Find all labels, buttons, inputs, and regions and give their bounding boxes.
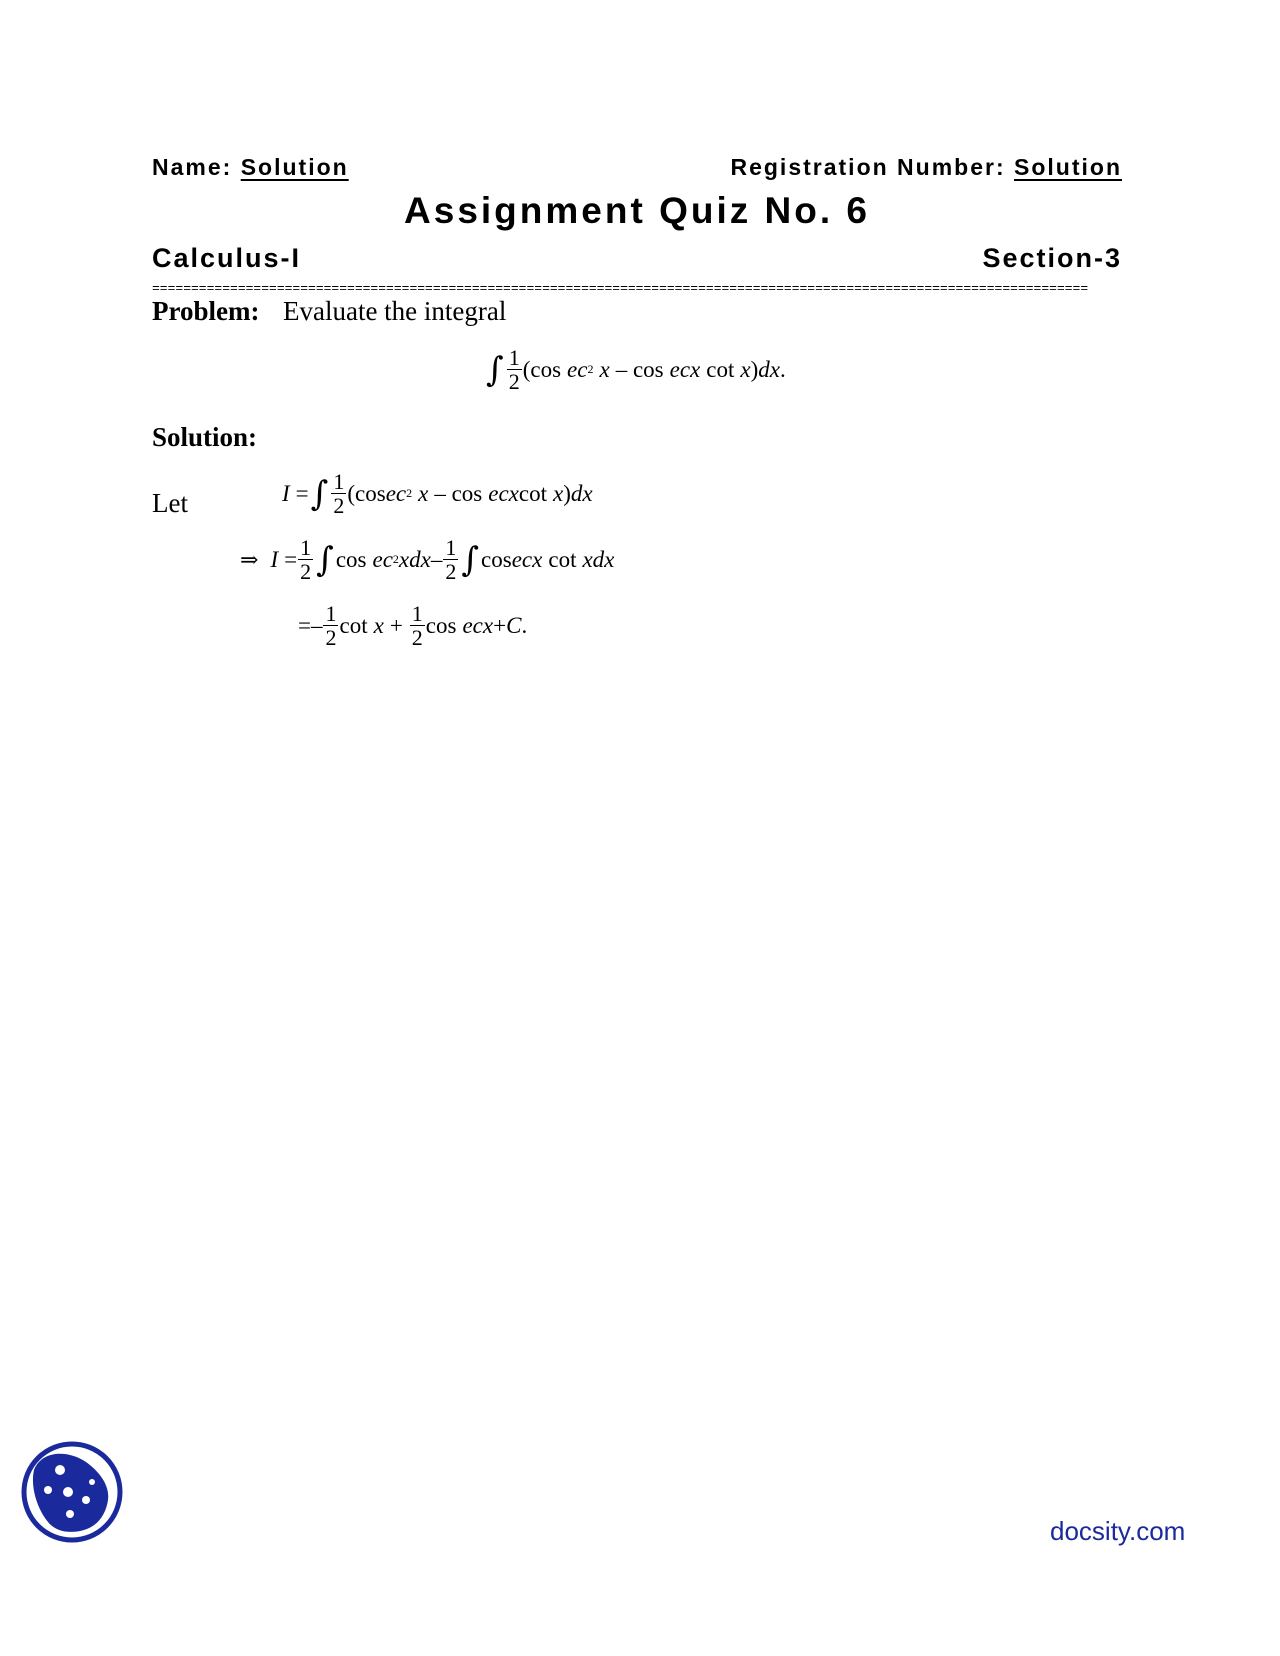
integral-sign-icon: ∫: [310, 473, 329, 514]
separator-line: ========================================================================================================================: [152, 282, 1089, 295]
course-row: [152, 243, 1122, 274]
fraction: $\frac{1}{2}$: [445, 535, 457, 584]
page-title: Assignment Quiz No. 6: [404, 190, 870, 231]
integral-sign-icon: ∫: [486, 349, 504, 390]
solution-label: Solution:: [152, 422, 258, 452]
integral-sign-icon: ∫: [316, 539, 334, 580]
fraction: $\frac{1}{2}$: [508, 345, 520, 394]
course-name: Calculus-I: [152, 243, 302, 273]
fraction: $\frac{1}{2}$: [333, 469, 345, 518]
let-label: Let: [152, 488, 188, 518]
docsity-brand-link[interactable]: docsity.com: [1050, 1516, 1186, 1546]
implies-arrow-icon: ⇒: [240, 546, 259, 572]
docsity-logo-icon: [20, 1440, 124, 1544]
solution-line-3: =– $\frac{1}{2}$ cot x + $\frac{1}{2}$ cos ecx + C .: [298, 601, 528, 650]
fraction: $\frac{1}{2}$: [325, 601, 337, 650]
name-field: [152, 154, 349, 181]
registration-label: Registration Number:: [730, 154, 1006, 180]
solution-line-1: I = ∫ $\frac{1}{2}$ (cos ec 2 x – cos ecx cot x ) dx: [282, 469, 593, 518]
solution-line-2: ⇒ I = $\frac{1}{2}$ ∫ cos ec 2 xdx – $\frac{1}{2}$ ∫ cos ecx cot xdx: [240, 535, 615, 584]
registration-value: Solution: [1014, 154, 1122, 180]
problem-label: Problem:: [152, 296, 260, 326]
name-label: Name:: [152, 154, 233, 180]
section-name: Section-3: [982, 243, 1122, 273]
problem-text: Evaluate the integral: [282, 296, 507, 326]
name-row: [152, 154, 1122, 181]
problem-integral: ∫ $\frac{1}{2}$ (cos ec 2 x – cos ecx cot x ) dx .: [486, 345, 786, 394]
integral-sign-icon: ∫: [461, 539, 480, 580]
name-value: Solution: [240, 154, 349, 180]
fraction: $\frac{1}{2}$: [411, 601, 423, 650]
problem-statement: [152, 296, 506, 327]
registration-field: [730, 154, 1122, 181]
fraction: $\frac{1}{2}$: [300, 535, 312, 584]
